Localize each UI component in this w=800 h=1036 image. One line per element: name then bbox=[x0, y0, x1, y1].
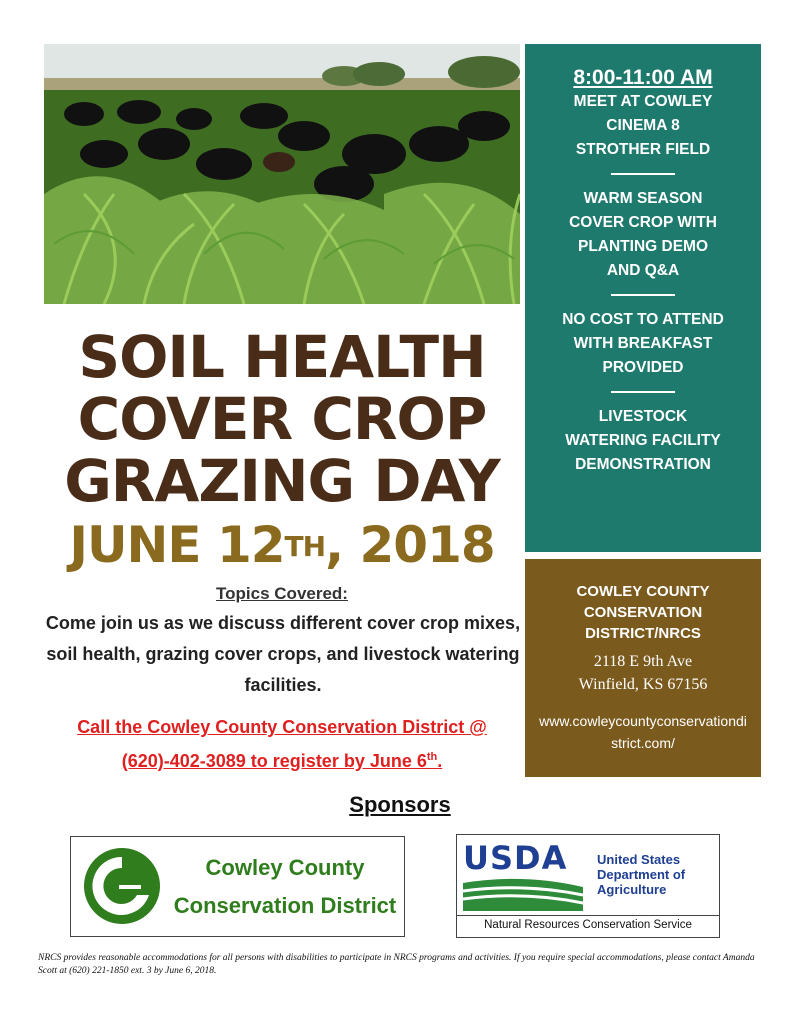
ccd-logo bbox=[70, 836, 405, 937]
contact-address bbox=[525, 650, 761, 696]
event-title bbox=[44, 323, 520, 515]
event-cost bbox=[525, 308, 761, 380]
location-line: MEET AT COWLEY bbox=[573, 93, 713, 110]
callout-phone-text: (620)-402-3089 to register by June 6 bbox=[121, 751, 427, 771]
location-line: STROTHER FIELD bbox=[575, 141, 711, 158]
usda-dept-line: Agriculture bbox=[597, 882, 667, 897]
event-date bbox=[44, 516, 520, 574]
event-demo bbox=[525, 187, 761, 283]
callout-line-1: Call the Cowley County Conservation District @ bbox=[77, 717, 487, 737]
usda-dept-line: United States bbox=[597, 852, 681, 867]
ccd-name-line: Cowley County bbox=[205, 855, 365, 880]
topics-body: Come join us as we discuss different cover crop mixes, soil health, grazing cover crops, and livestock watering facilities. bbox=[45, 613, 521, 695]
hero-photo-cattle-cover-crop bbox=[44, 44, 520, 304]
livestock-line: LIVESTOCK bbox=[598, 408, 688, 425]
contact-website-link[interactable]: www.cowleycountyconservationdistrict.com/ bbox=[539, 713, 747, 751]
livestock-line: WATERING FACILITY bbox=[565, 432, 721, 449]
event-location bbox=[525, 90, 761, 162]
topics-heading: Topics Covered: bbox=[216, 584, 348, 603]
demo-line: COVER CROP WITH bbox=[569, 214, 717, 231]
contact-panel bbox=[525, 559, 761, 777]
callout-period: . bbox=[437, 751, 443, 771]
accommodations-disclaimer: NRCS provides reasonable accommodations for all persons with disabilities to participate in NRCS programs and activities. If you require special accommodations, please contact Amanda Scott at (620) 221-1850 ext. 3 by June 6, 2018. bbox=[38, 953, 755, 976]
title-line-2: COVER CROP bbox=[77, 385, 487, 453]
usda-dept-line: Department of bbox=[597, 867, 686, 882]
org-line: CONSERVATION bbox=[583, 604, 703, 621]
callout-ordinal: th bbox=[426, 751, 438, 763]
divider bbox=[611, 391, 675, 393]
cost-line: WITH BREAKFAST bbox=[573, 335, 713, 352]
org-line: COWLEY COUNTY bbox=[576, 583, 710, 600]
date-year: , 2018 bbox=[325, 516, 495, 574]
divider bbox=[611, 294, 675, 296]
event-livestock bbox=[525, 405, 761, 477]
callout-line-2 bbox=[44, 742, 520, 776]
usda-wordmark: USDA bbox=[463, 839, 568, 877]
usda-nrcs-logo bbox=[456, 834, 720, 938]
location-line: CINEMA 8 bbox=[606, 117, 680, 134]
date-main: JUNE 12 bbox=[69, 516, 285, 574]
title-line-1: SOIL HEALTH bbox=[78, 323, 486, 391]
livestock-line: DEMONSTRATION bbox=[575, 456, 711, 473]
cost-line: PROVIDED bbox=[602, 359, 684, 376]
demo-line: AND Q&A bbox=[606, 262, 680, 279]
nrcs-name: Natural Resources Conservation Service bbox=[457, 915, 719, 931]
demo-line: WARM SEASON bbox=[583, 190, 703, 207]
usda-department bbox=[597, 852, 717, 897]
ccd-swirl-icon bbox=[79, 843, 165, 929]
title-line-3: GRAZING DAY bbox=[64, 447, 500, 515]
org-line: DISTRICT/NRCS bbox=[585, 625, 701, 642]
registration-callout bbox=[44, 712, 520, 776]
usda-field-icon bbox=[463, 877, 583, 911]
address-line: 2118 E 9th Ave bbox=[593, 653, 693, 670]
cost-line: NO COST TO ATTEND bbox=[562, 311, 724, 328]
address-line: Winfield, KS 67156 bbox=[578, 676, 708, 693]
event-time: 8:00-11:00 AM bbox=[573, 66, 713, 89]
contact-org bbox=[525, 581, 761, 644]
ccd-name bbox=[171, 849, 399, 925]
demo-line: PLANTING DEMO bbox=[577, 238, 709, 255]
ccd-name-line: Conservation District bbox=[173, 893, 397, 918]
divider bbox=[611, 173, 675, 175]
event-details-panel bbox=[525, 44, 761, 552]
sponsors-heading: Sponsors bbox=[349, 792, 451, 817]
date-ordinal: TH bbox=[284, 530, 326, 563]
